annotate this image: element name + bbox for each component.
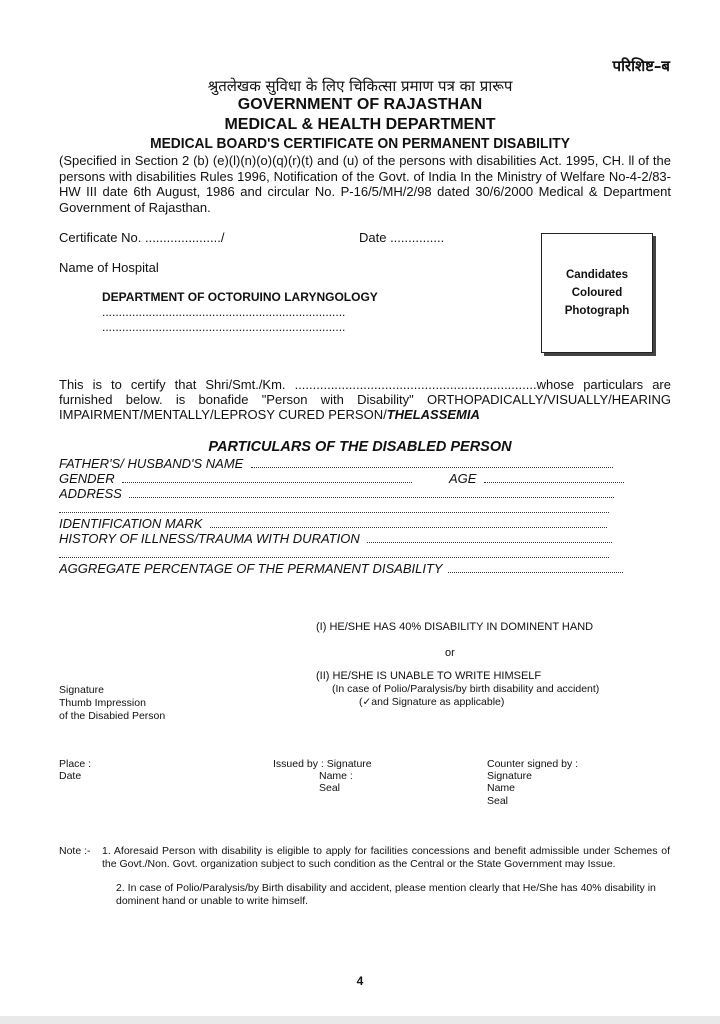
option-2: (II) HE/SHE IS UNABLE TO WRITE HIMSELF <box>316 670 542 682</box>
note-2: 2. In case of Polio/Paralysis/by Birth disability and accident, please mention clearly that He/She has 40% disability in dominent hand or unable to write himself. <box>116 882 656 907</box>
address-label: ADDRESS <box>59 486 122 501</box>
issued-by-title: Issued by : Signature <box>273 758 372 770</box>
option-1: (I) HE/SHE HAS 40% DISABILITY IN DOMINENT HAND <box>316 621 594 633</box>
signature-line2: Thumb Impression <box>59 697 146 709</box>
photo-box <box>541 233 653 353</box>
issued-by-name: Name : <box>319 770 353 782</box>
gender-age-row <box>59 471 659 486</box>
particulars-title: PARTICULARS OF THE DISABLED PERSON <box>208 439 512 455</box>
signature-line3: of the Disabied Person <box>59 710 166 722</box>
page-bottom-edge <box>0 1016 720 1024</box>
department-title: MEDICAL & HEALTH DEPARTMENT <box>224 116 496 133</box>
aggregate-label: AGGREGATE PERCENTAGE OF THE PERMANENT DISABILITY <box>59 561 443 576</box>
gender-label: GENDER <box>59 471 115 486</box>
photo-label-line1: Candidates <box>566 269 628 281</box>
certify-paragraph <box>59 377 671 422</box>
option-2-sub2: (✓and Signature as applicable) <box>359 696 505 708</box>
date-label: Date <box>59 770 82 782</box>
aggregate-row <box>59 561 629 576</box>
photo-label-line2: Coloured <box>571 287 623 299</box>
certificate-title: MEDICAL BOARD'S CERTIFICATE ON PERMANENT DISABILITY <box>150 135 570 152</box>
counter-signed-seal: Seal <box>487 795 509 807</box>
note-label: Note :- <box>59 845 91 857</box>
counter-signed-title: Counter signed by : <box>487 758 579 770</box>
certificate-no-field: Certificate No. ...................../ <box>59 230 225 245</box>
history-row <box>59 531 631 546</box>
history-label: HISTORY OF ILLNESS/TRAUMA WITH DURATION <box>59 531 360 546</box>
date-field: Date ............... <box>359 230 445 245</box>
hospital-label: Name of Hospital <box>59 260 159 275</box>
counter-signed-signature: Signature <box>487 770 532 782</box>
identification-label: IDENTIFICATION MARK <box>59 516 203 531</box>
age-label: AGE <box>449 471 477 486</box>
certify-emphasis: THELASSEMIA <box>386 407 480 422</box>
fathers-name-label: FATHER'S/ HUSBAND'S NAME <box>59 456 244 471</box>
hospital-dots-2: ......................................................................... <box>102 320 346 334</box>
history-continuation-row <box>59 546 631 561</box>
address-row <box>59 486 631 501</box>
place-label: Place : <box>59 758 92 770</box>
option-or: or <box>445 647 455 659</box>
hospital-name: DEPARTMENT OF OCTORUINO LARYNGOLOGY <box>102 290 378 304</box>
page-number: 4 <box>356 974 364 988</box>
hindi-title: श्रुतलेखक सुविधा के लिए चिकित्सा प्रमाण पत्र का प्रारूप <box>207 77 513 95</box>
fathers-name-row <box>59 456 631 471</box>
note-1: 1. Aforesaid Person with disability is eligible to apply for facilities concessions and benefit admissible under Schemes of the Govt./Non. Govt. organization subject to such condition as the Central or the State Government may Issue. <box>102 845 670 870</box>
counter-signed-name: Name <box>487 782 516 794</box>
certify-text: This is to certify that Shri/Smt./Km. ...................................................................whose particulars are furnished below. is bonafide "Person with Disability" ORTHOPADICALLY/VISUALLY/HEARING IMPAIRMENT/MENTALLY/LEPROSY CURED PERSON/ <box>59 377 671 422</box>
option-2-sub1: (In case of Polio/Paralysis/by birth disability and accident) <box>332 683 600 695</box>
signature-line1: Signature <box>59 684 104 696</box>
specified-text: (Specified in Section 2 (b) (e)(l)(n)(o)(q)(r)(t) and (u) of the persons with disabilities Act. 1995, CH. ll of the persons with disabilities Rules 1996, Notification of the Govt. of India In the Ministry of Welfare No-4-2/83-HW III date 6th August, 1986 and circular No. P-16/5/MH/2/98 dated 30/6/2000 Medical & Department Government of Rajasthan. <box>59 153 671 215</box>
photo-label-line3: Photograph <box>564 305 630 317</box>
hospital-dots-1: ......................................................................... <box>102 305 346 319</box>
identification-row <box>59 516 631 531</box>
address-continuation-row <box>59 501 631 516</box>
annexure-label: परिशिष्ट–ब <box>612 57 670 75</box>
issued-by-seal: Seal <box>319 782 341 794</box>
govt-title: GOVERNMENT OF RAJASTHAN <box>237 96 483 113</box>
